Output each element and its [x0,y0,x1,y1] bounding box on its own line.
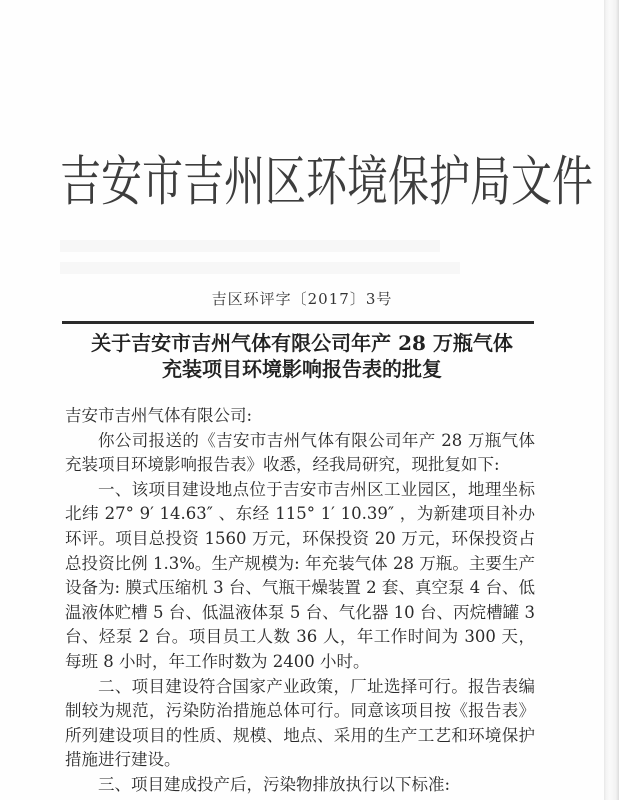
header-divider [62,321,534,324]
document-header-title: 吉安市吉州区环境保护局文件 [60,149,593,214]
body-paragraph: 二、项目建设符合国家产业政策，厂址选择可行。报告表编制较为规范，污染防治措施总体可行。同意该项目按《报告表》所列建设项目的性质、规模、地点、采用的生产工艺和环境保护措施进行建设。 [65,676,535,770]
scan-page-edge [604,0,619,800]
body-paragraph: 三、项目建成投产后，污染物排放执行以下标准: [98,774,451,794]
body-paragraph: 一、该项目建设地点位于吉安市吉州区工业园区，地理坐标北纬 27° 9′ 14.63″ 、东经 115° 1′ 10.39″ ，为新建项目补办环评。项目总投资 1560 万元，环保投资 20 万元，环保投资占总投资比例 1.3%。生产规模为: 年充装气体 28 万瓶。主要生产设备为: 膜式压缩机 3 台、气瓶干燥装置 2 套、真空泵 4 台、低温液体贮槽 5 台、低温液体泵 5 台、气化器 10 台、丙烷槽罐 3 台、烃泵 2 台。项目员工人数 36 人，年工作时间为 300 天，每班 8 小时，年工作时数为 2400 小时。 [65,479,535,671]
document-subject [0,330,604,382]
bleed-through-shadow [60,240,440,252]
document-number: 吉区环评字〔2017〕3号 [211,290,393,308]
document-body [65,404,535,798]
body-paragraph: 你公司报送的《吉安市吉州气体有限公司年产 28 万瓶气体充装项目环境影响报告表》收悉，经我局研究，现批复如下: [65,430,535,475]
subject-line-2: 充装项目环境影响报告表的批复 [162,357,442,381]
bleed-through-shadow [60,262,460,274]
salutation: 吉安市吉州气体有限公司: [65,406,253,425]
subject-line-1: 关于吉安市吉州气体有限公司年产 28 万瓶气体 [91,331,513,355]
